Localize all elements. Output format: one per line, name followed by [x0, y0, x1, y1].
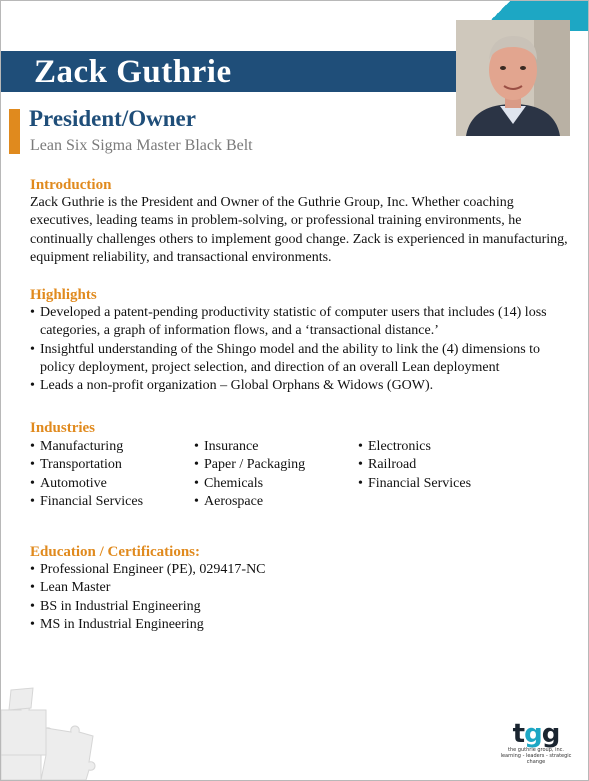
education-item: • Lean Master — [30, 579, 430, 597]
education-heading: Education / Certifications: — [30, 544, 200, 560]
role-subtitle: Lean Six Sigma Master Black Belt — [30, 137, 253, 154]
logo-mark: tgg — [512, 719, 560, 749]
logo-tagline: learning - leaders - strategic change — [500, 753, 572, 765]
industry-item: • Automotive — [30, 475, 190, 493]
highlights-list — [30, 304, 570, 395]
education-list — [30, 561, 430, 634]
education-item: • MS in Industrial Engineering — [30, 616, 430, 634]
industry-item: • Manufacturing — [30, 438, 190, 456]
industry-item: • Paper / Packaging — [194, 456, 354, 474]
industries-heading: Industries — [30, 420, 96, 436]
highlight-item: • Insightful understanding of the Shingo model and the ability to link the (4) dimensions to policy deployment, project selection, and direction of an overall Lean deployment — [30, 341, 570, 378]
introduction-text: Zack Guthrie is the President and Owner of the Guthrie Group, Inc. Whether coaching executives, leading teams in problem-solving, or professional training environments, he continually challenges others to implement good change. Zack is experienced in manufacturing, equipment reliability, and transactional environments. — [30, 195, 568, 265]
person-name: Zack Guthrie — [34, 54, 232, 90]
highlight-item: • Developed a patent-pending productivity statistic of computer users that includes (14) loss categories, a graph of information flows, and a ‘transactional distance.’ — [30, 304, 570, 341]
role-accent-bar — [9, 109, 20, 154]
industries-column-1 — [30, 438, 190, 511]
industry-item: • Chemicals — [194, 475, 354, 493]
industry-item: • Electronics — [358, 438, 538, 456]
profile-photo — [456, 20, 570, 136]
industry-item: • Financial Services — [358, 475, 538, 493]
education-item: • Professional Engineer (PE), 029417-NC — [30, 561, 430, 579]
industry-item: • Insurance — [194, 438, 354, 456]
industries-column-3 — [358, 438, 538, 493]
company-logo — [496, 721, 576, 769]
industry-item: • Aerospace — [194, 493, 354, 511]
introduction-heading: Introduction — [30, 177, 112, 193]
education-item: • BS in Industrial Engineering — [30, 598, 430, 616]
highlight-item: • Leads a non-profit organization – Global Orphans & Widows (GOW). — [30, 377, 570, 395]
role-title: President/Owner — [29, 106, 196, 131]
highlights-heading: Highlights — [30, 287, 97, 303]
industry-item: • Transportation — [30, 456, 190, 474]
logo-company-name: the guthrie group, inc. — [508, 747, 564, 753]
industries-column-2 — [194, 438, 354, 511]
puzzle-watermark — [1, 670, 111, 780]
industry-item: • Financial Services — [30, 493, 190, 511]
industry-item: • Railroad — [358, 456, 538, 474]
